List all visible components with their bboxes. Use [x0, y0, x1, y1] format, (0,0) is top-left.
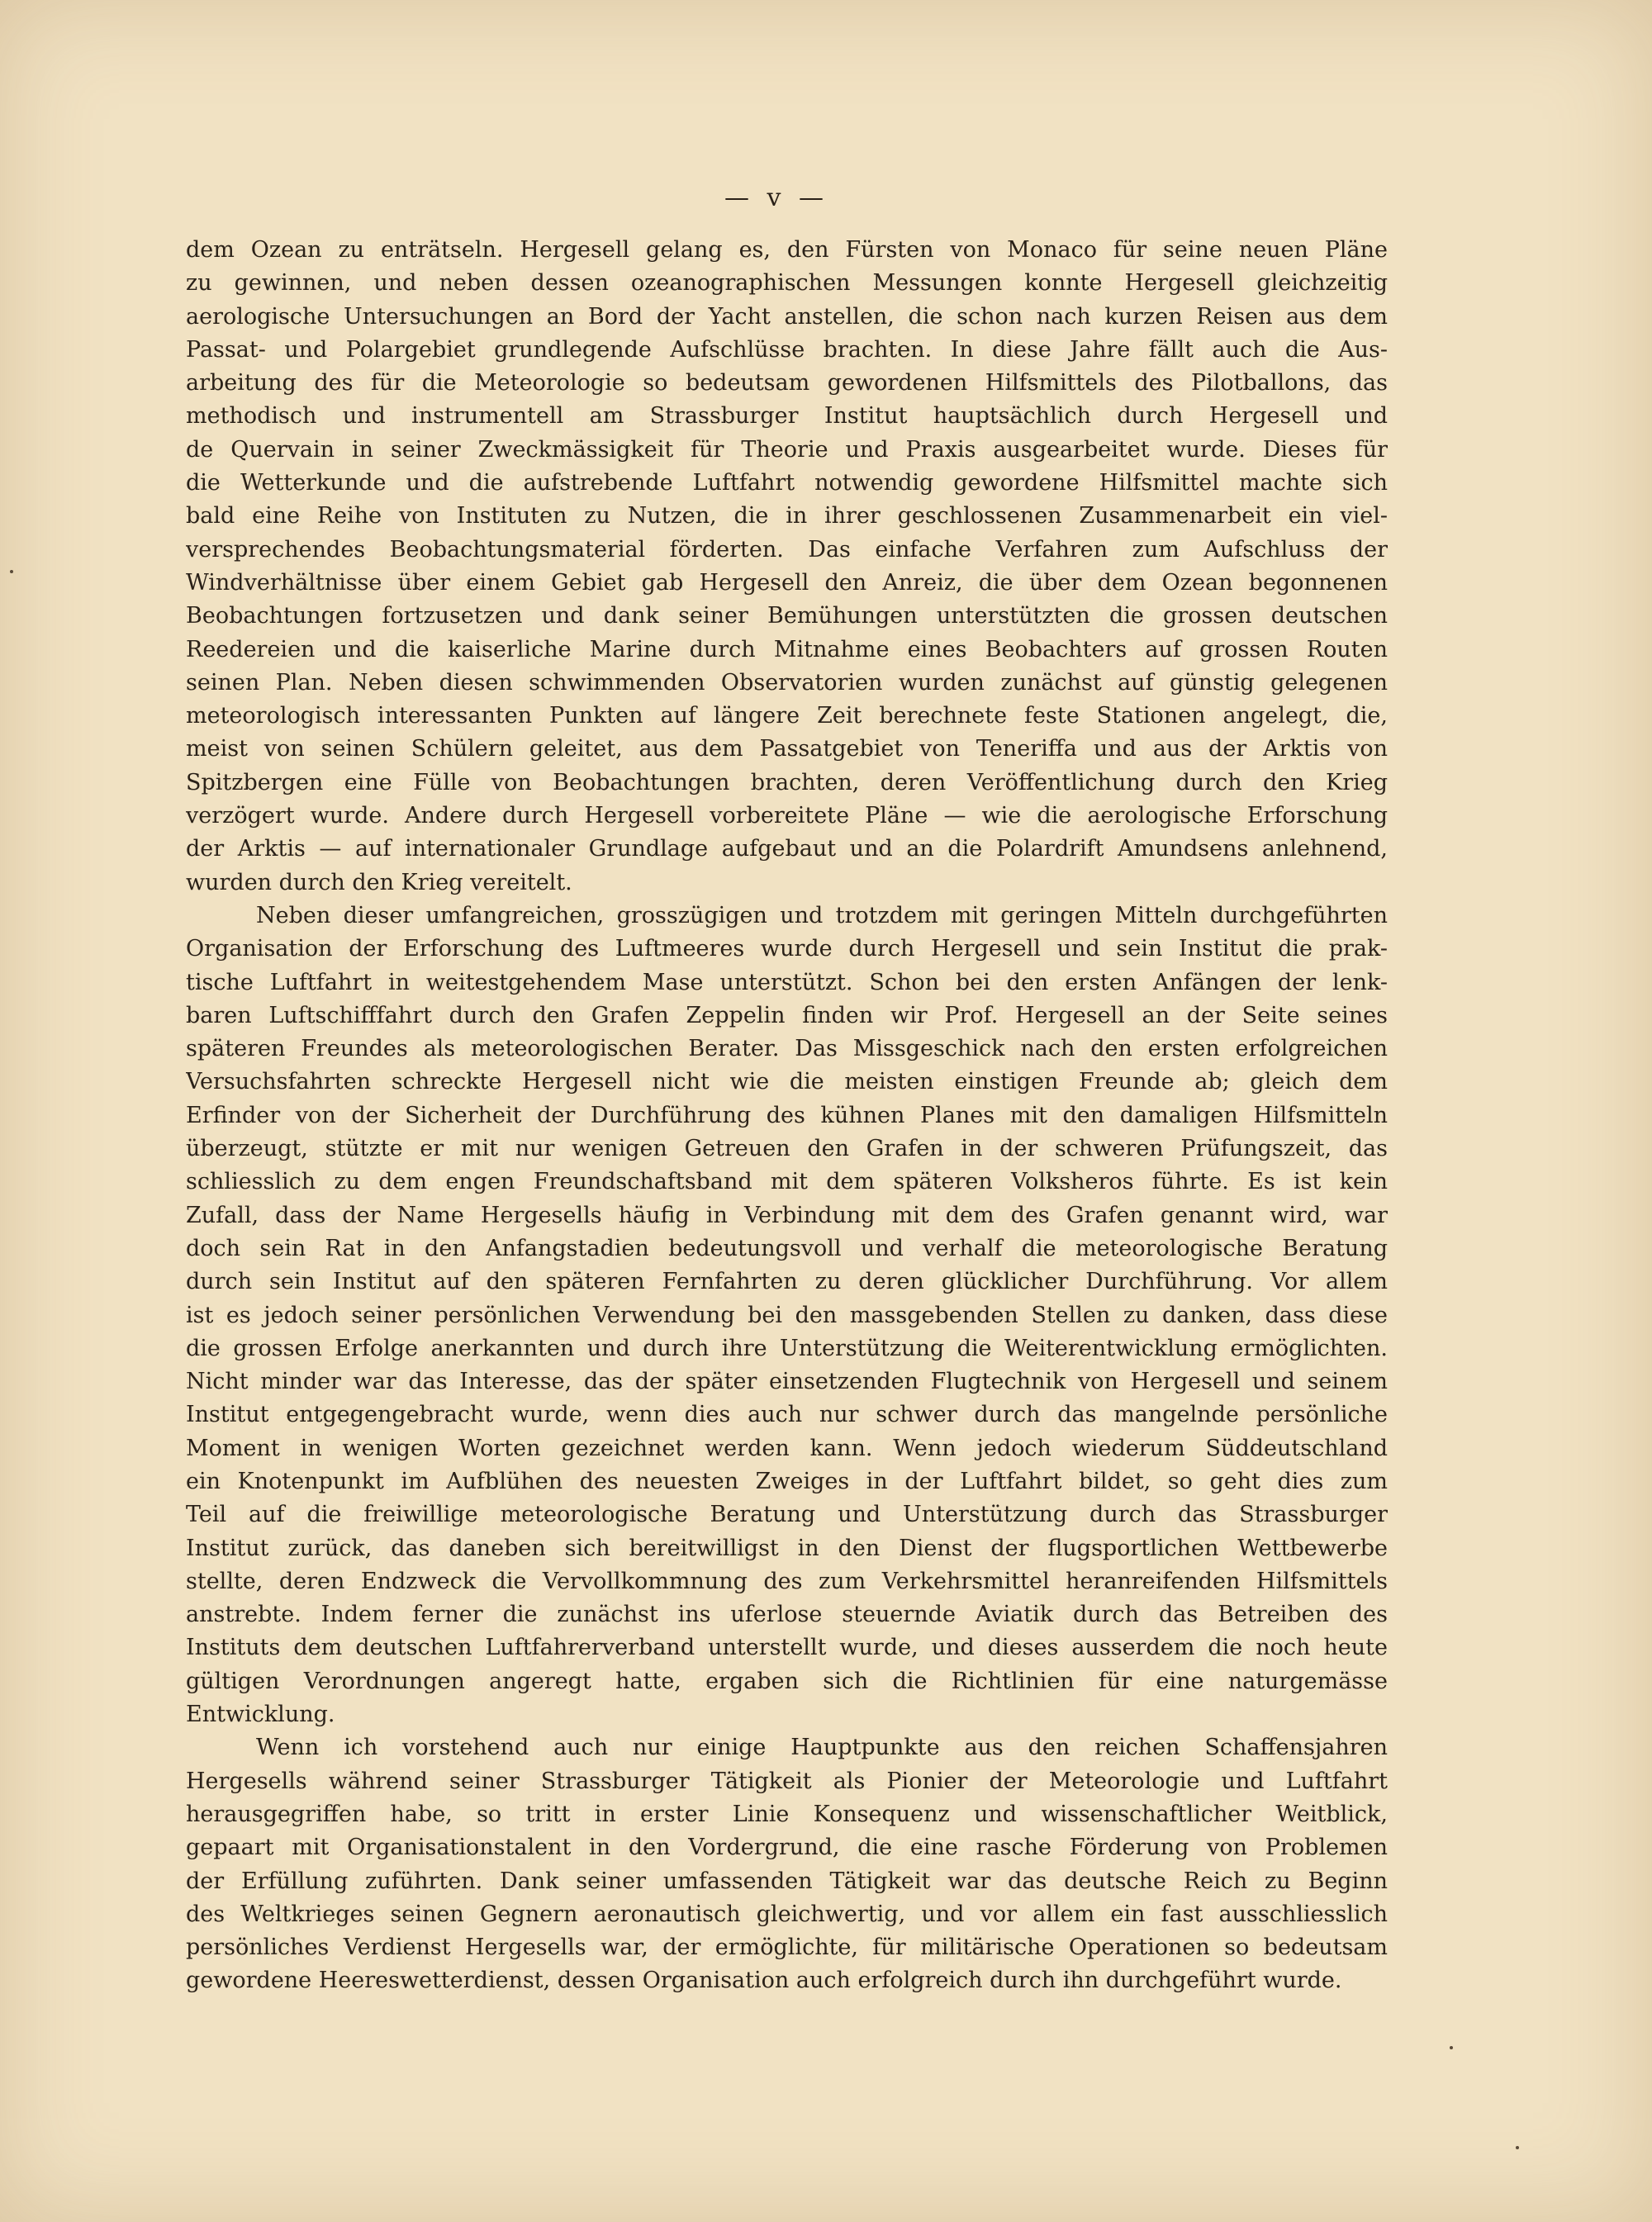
text-line: Organisation der Erforschung des Luftmeeres wurde durch Hergesell und sein Institut die prak- [186, 936, 1388, 962]
paper-speck [10, 570, 13, 573]
text-line: gültigen Verordnungen angeregt hatte, ergaben sich die Richtlinien für eine naturgemässe [186, 1668, 1388, 1694]
text-line: Versuchsfahrten schreckte Hergesell nicht wie die meisten einstigen Freunde ab; gleich dem [186, 1069, 1388, 1095]
page-number: — v — [724, 183, 829, 212]
text-line: Erfinder von der Sicherheit der Durchführung des kühnen Planes mit den damaligen Hilfsmitteln [186, 1102, 1388, 1128]
text-line: Reedereien und die kaiserliche Marine durch Mitnahme eines Beobachters auf grossen Routen [186, 636, 1388, 662]
text-line: der Erfüllung zuführten. Dank seiner umfassenden Tätigkeit war das deutsche Reich zu Beginn [186, 1868, 1388, 1894]
text-line: persönliches Verdienst Hergesells war, der ermöglichte, für militärische Operationen so bedeutsam [186, 1935, 1388, 1961]
text-line: Spitzbergen eine Fülle von Beobachtungen brachten, deren Veröffentlichung durch den Krieg [186, 769, 1388, 795]
text-line: die grossen Erfolge anerkannten und durch ihre Unterstützung die Weiterentwicklung ermöglichten. [186, 1335, 1388, 1361]
text-line: Instituts dem deutschen Luftfahrerverband unterstellt wurde, und dieses ausserdem die noch heute [186, 1635, 1388, 1661]
text-line: Nicht minder war das Interesse, das der später einsetzenden Flugtechnik von Hergesell und seinem [186, 1369, 1388, 1395]
text-line: versprechendes Beobachtungsmaterial förderten. Das einfache Verfahren zum Aufschluss der [186, 536, 1388, 563]
paragraph [186, 234, 1388, 900]
text-line: Zufall, dass der Name Hergesells häufig in Verbindung mit dem des Grafen genannt wird, war [186, 1202, 1388, 1228]
text-line: Moment in wenigen Worten gezeichnet werden kann. Wenn jedoch wiederum Süddeutschland [186, 1435, 1388, 1461]
text-line: anstrebte. Indem ferner die zunächst ins uferlose steuernde Aviatik durch das Betreiben des [186, 1602, 1388, 1628]
text-line: Hergesells während seiner Strassburger Tätigkeit als Pionier der Meteorologie und Luftfahrt [186, 1768, 1388, 1794]
text-line: herausgegriffen habe, so tritt in erster Linie Konsequenz und wissenschaftlicher Weitblick, [186, 1801, 1388, 1827]
text-line: wurden durch den Krieg vereitelt. [186, 869, 572, 895]
text-line: ist es jedoch seiner persönlichen Verwendung bei den massgebenden Stellen zu danken, dass diese [186, 1302, 1388, 1328]
text-line: durch sein Institut auf den späteren Fernfahrten zu deren glücklicher Durchführung. Vor allem [186, 1269, 1388, 1295]
text-line: Institut entgegengebracht wurde, wenn dies auch nur schwer durch das mangelnde persönliche [186, 1402, 1388, 1428]
text-line: Neben dieser umfangreichen, grosszügigen und trotzdem mit geringen Mitteln durchgeführten [256, 902, 1388, 928]
text-line: Teil auf die freiwillige meteorologische Beratung und Unterstützung durch das Strassburger [186, 1502, 1388, 1528]
text-line: Beobachtungen fortzusetzen und dank seiner Bemühungen unterstützten die grossen deutschen [186, 603, 1388, 629]
text-line: dem Ozean zu enträtseln. Hergesell gelang es, den Fürsten von Monaco für seine neuen Pläne [186, 237, 1388, 263]
paper-speck [1516, 2146, 1519, 2149]
text-line: gewordene Heereswetterdienst, dessen Organisation auch erfolgreich durch ihn durchgeführt wurde. [186, 1968, 1342, 1994]
text-line: tische Luftfahrt in weitestgehendem Mase unterstützt. Schon bei den ersten Anfängen der lenk- [186, 969, 1388, 995]
text-line: arbeitung des für die Meteorologie so bedeutsam gewordenen Hilfsmittels des Pilotballons, das [186, 370, 1388, 396]
text-line: Institut zurück, das daneben sich bereitwilligst in den Dienst der flugsportlichen Wettbewerbe [186, 1535, 1388, 1561]
paragraph [186, 1731, 1388, 1997]
text-line: späteren Freundes als meteorologischen Berater. Das Missgeschick nach den ersten erfolgreichen [186, 1036, 1388, 1062]
text-line: bald eine Reihe von Instituten zu Nutzen, die in ihrer geschlossenen Zusammenarbeit ein viel- [186, 503, 1388, 529]
text-line: der Arktis — auf internationaler Grundlage aufgebaut und an die Polardrift Amundsens anlehnend, [186, 836, 1388, 862]
paragraph [186, 900, 1388, 1731]
text-line: schliesslich zu dem engen Freundschaftsband mit dem späteren Volksheros führte. Es ist kein [186, 1169, 1388, 1195]
text-line: ein Knotenpunkt im Aufblühen des neuesten Zweiges in der Luftfahrt bildet, so geht dies zum [186, 1468, 1388, 1494]
text-line: aerologische Untersuchungen an Bord der Yacht anstellen, die schon nach kurzen Reisen aus dem [186, 303, 1388, 330]
paper-speck [1450, 2046, 1453, 2049]
text-line: Wenn ich vorstehend auch nur einige Hauptpunkte aus den reichen Schaffensjahren [256, 1735, 1388, 1761]
text-line: des Weltkrieges seinen Gegnern aeronautisch gleichwertig, und vor allem ein fast ausschliesslich [186, 1901, 1388, 1927]
text-line: Entwicklung. [186, 1702, 335, 1728]
text-line: verzögert wurde. Andere durch Hergesell vorbereitete Pläne — wie die aerologische Erforschung [186, 803, 1388, 829]
text-line: de Quervain in seiner Zweckmässigkeit für Theorie und Praxis ausgearbeitet wurde. Dieses für [186, 436, 1388, 463]
text-line: doch sein Rat in den Anfangstadien bedeutungsvoll und verhalf die meteorologische Beratung [186, 1235, 1388, 1261]
text-line: zu gewinnen, und neben dessen ozeanographischen Messungen konnte Hergesell gleichzeitig [186, 270, 1388, 297]
text-line: baren Luftschifffahrt durch den Grafen Zeppelin finden wir Prof. Hergesell an der Seite seines [186, 1002, 1388, 1028]
text-line: Passat- und Polargebiet grundlegende Aufschlüsse brachten. In diese Jahre fällt auch die Aus- [186, 336, 1388, 363]
text-line: methodisch und instrumentell am Strassburger Institut hauptsächlich durch Hergesell und [186, 403, 1388, 430]
body-text [186, 234, 1388, 1998]
text-line: seinen Plan. Neben diesen schwimmenden Observatorien wurden zunächst auf günstig gelegenen [186, 669, 1388, 696]
text-line: meist von seinen Schülern geleitet, aus dem Passatgebiet von Teneriffa und aus der Arktis von [186, 736, 1388, 762]
text-line: meteorologisch interessanten Punkten auf längere Zeit berechnete feste Stationen angelegt, die, [186, 703, 1388, 729]
text-line: Windverhältnisse über einem Gebiet gab Hergesell den Anreiz, die über dem Ozean begonnenen [186, 569, 1388, 596]
text-line: überzeugt, stützte er mit nur wenigen Getreuen den Grafen in der schweren Prüfungszeit, das [186, 1136, 1388, 1162]
text-line: gepaart mit Organisationstalent in den Vordergrund, die eine rasche Förderung von Problemen [186, 1835, 1388, 1861]
text-line: stellte, deren Endzweck die Vervollkommnung des zum Verkehrsmittel heranreifenden Hilfsmittels [186, 1568, 1388, 1594]
text-line: die Wetterkunde und die aufstrebende Luftfahrt notwendig gewordene Hilfsmittel machte sich [186, 470, 1388, 496]
